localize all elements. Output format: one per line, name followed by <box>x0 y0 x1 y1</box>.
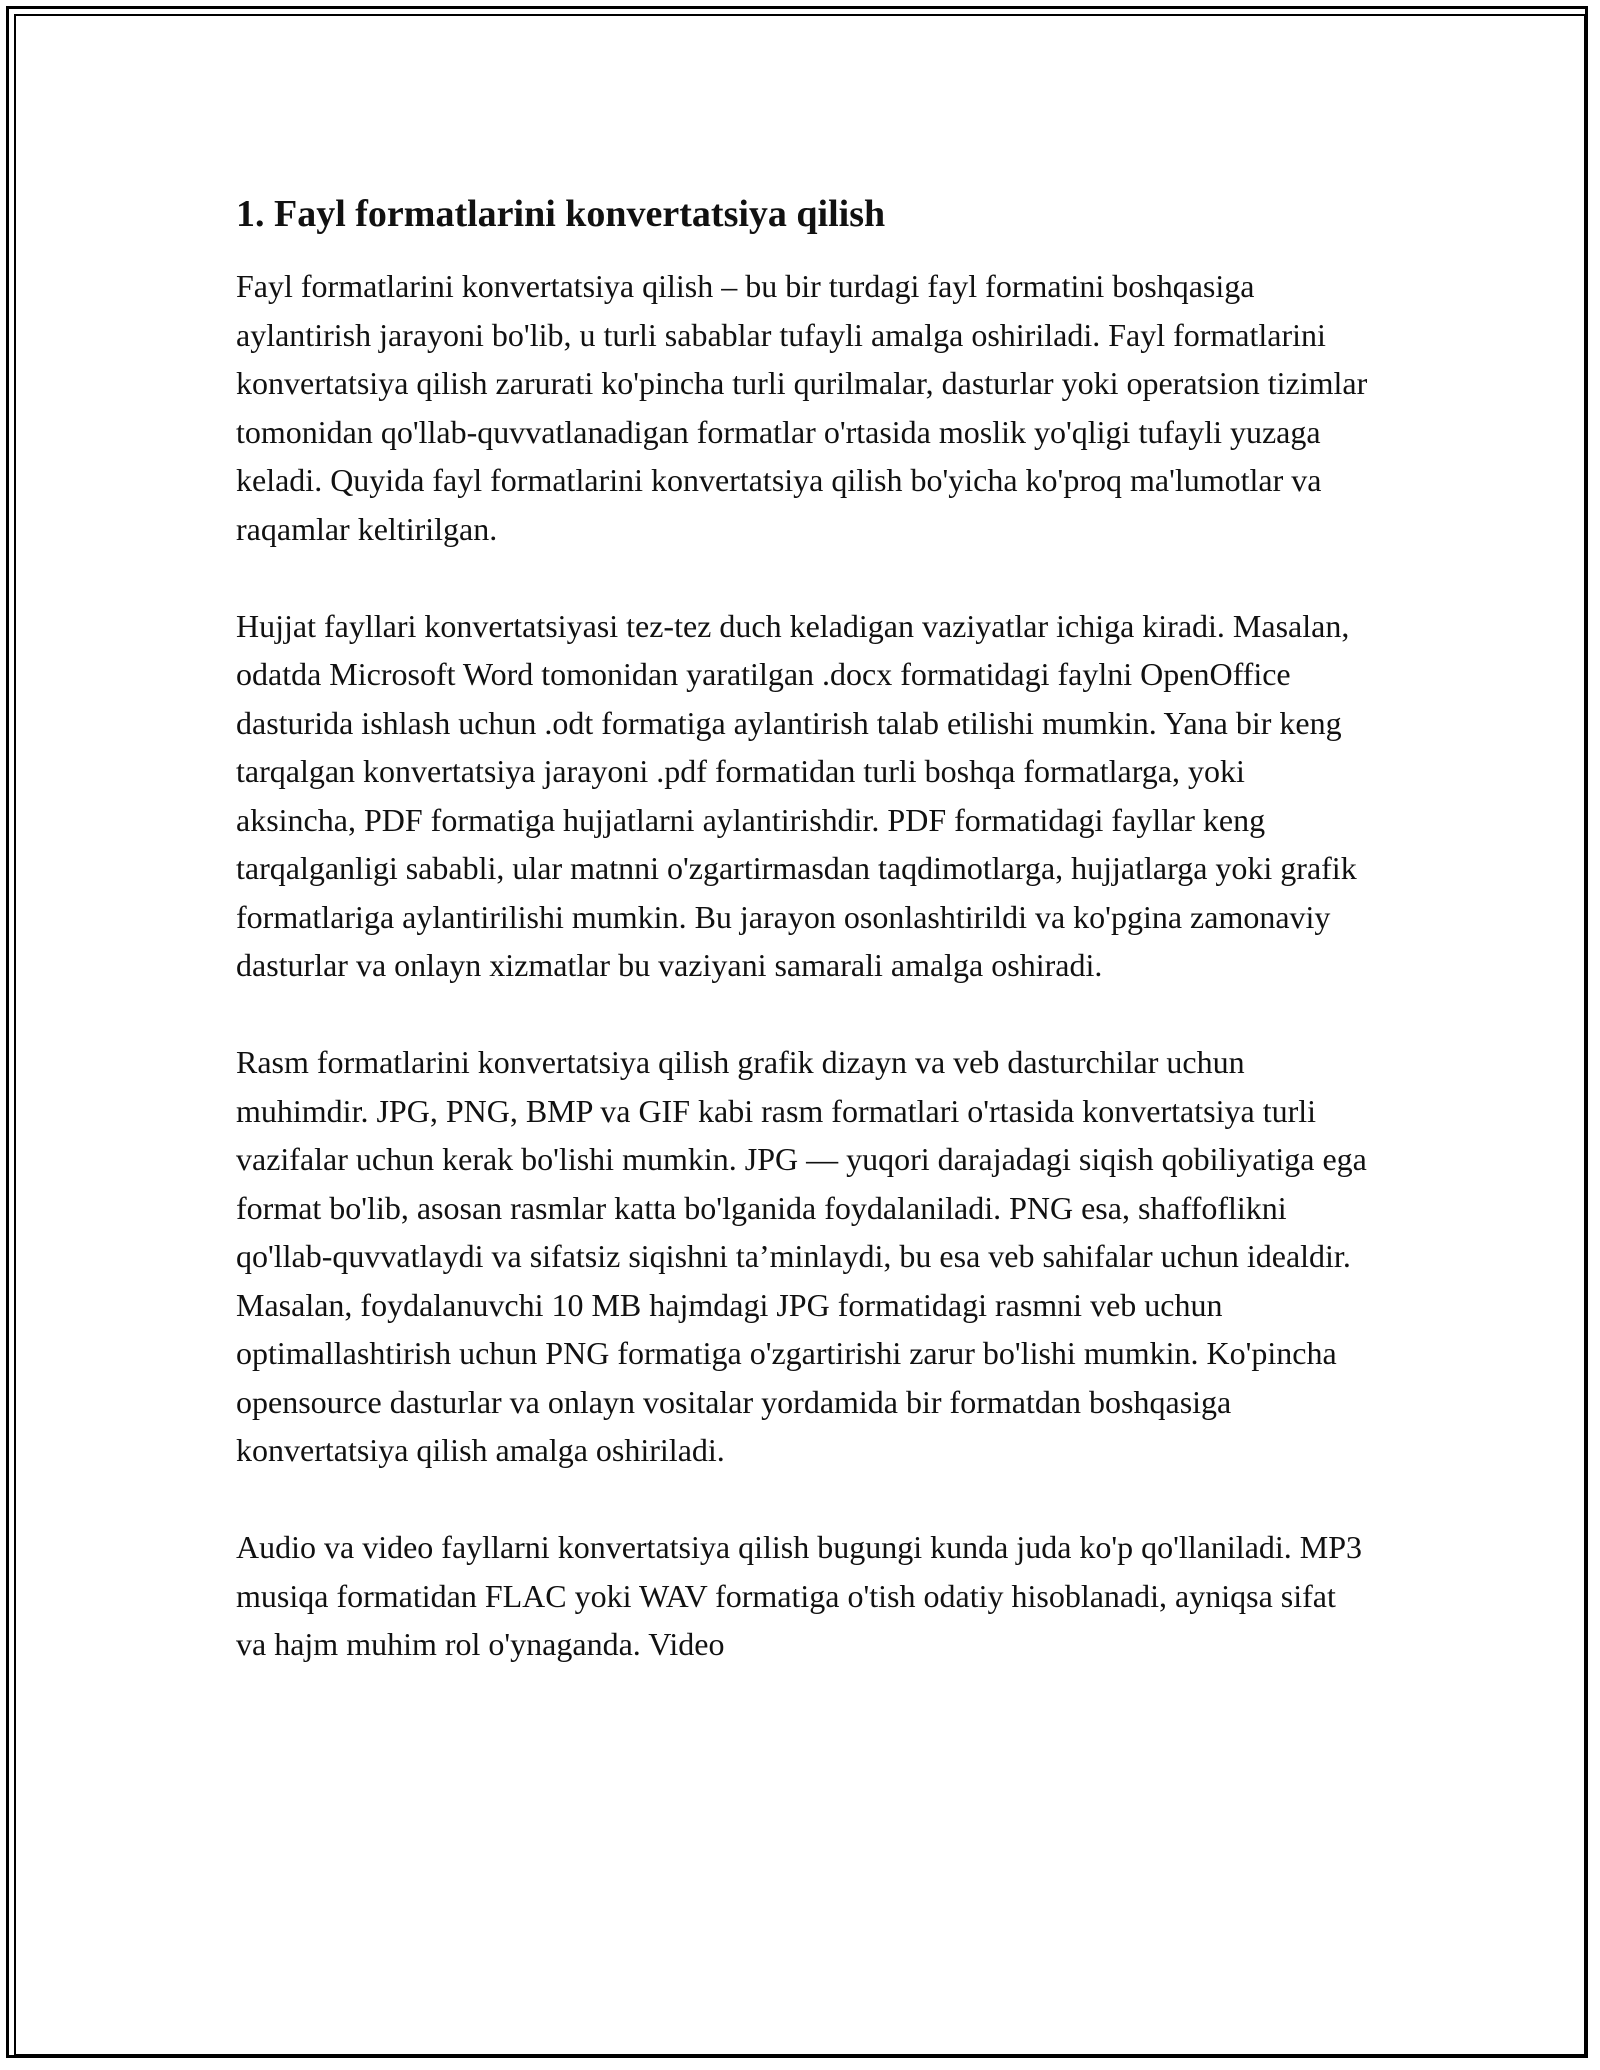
document-body <box>236 188 1370 1717</box>
paragraph-document-conversion: Hujjat fayllari konvertatsiyasi tez-tez duch keladigan vaziyatlar ichiga kiradi. Masalan, odatda Microsoft Word tomonidan yaratilgan .docx formatidagi faylni OpenOffice dasturida ishlash uchun .odt formatiga aylantirish talab etilishi mumkin. Yana bir keng tarqalgan konvertatsiya jarayoni .pdf formatidan turli boshqa formatlarga, yoki aksincha, PDF formatiga hujjatlarni aylantirishdir. PDF formatidagi fayllar keng tarqalganligi sababli, ular matnni o'zgartirmasdan taqdimotlarga, hujjatlarga yoki grafik formatlariga aylantirilishi mumkin. Bu jarayon osonlashtirildi va ko'pgina zamonaviy dasturlar va onlayn xizmatlar bu vaziyani samarali amalga oshiradi. <box>236 607 1357 983</box>
paragraph-image-conversion: Rasm formatlarini konvertatsiya qilish grafik dizayn va veb dasturchilar uchun muhimdir. JPG, PNG, BMP va GIF kabi rasm formatlari o'rtasida konvertatsiya turli vazifalar uchun kerak bo'lishi mumkin. JPG — yuqori darajadagi siqish qobiliyatiga ega format bo'lib, asosan rasmlar katta bo'lganida foydalaniladi. PNG esa, shaffoflikni qo'llab-quvvatlaydi va sifatsiz siqishni ta’minlaydi, bu esa veb sahifalar uchun idealdir. Masalan, foydalanuvchi 10 MB hajmdagi JPG formatidagi rasmni veb uchun optimallashtirish uchun PNG formatiga o'zgartirishi zarur bo'lishi mumkin. Ko'pincha opensource dasturlar va onlayn vositalar yordamida bir formatdan boshqasiga konvertatsiya qilish amalga oshiriladi. <box>236 1044 1367 1468</box>
document-title: 1. Fayl formatlarini konvertatsiya qilish <box>236 193 886 235</box>
paragraph-intro: Fayl formatlarini konvertatsiya qilish – bu bir turdagi fayl formatini boshqasiga aylantirish jarayoni bo'lib, u turli sabablar tufayli amalga oshiriladi. Fayl formatlarini konvertatsiya qilish zarurati ko'pincha turli qurilmalar, dasturlar yoki operatsion tizimlar tomonidan qo'llab-quvvatlanadigan formatlar o'rtasida moslik yo'qligi tufayli yuzaga keladi. Quyida fayl formatlarini konvertatsiya qilish bo'yicha ko'proq ma'lumotlar va raqamlar keltirilgan. <box>236 268 1368 547</box>
paragraph-audio-video-conversion: Audio va video fayllarni konvertatsiya qilish bugungi kunda juda ko'p qo'llaniladi. MP3 musiqa formatidan FLAC yoki WAV formatiga o'tish odatiy hisoblanadi, ayniqsa sifat va hajm muhim rol o'ynaganda. Video <box>236 1529 1363 1662</box>
